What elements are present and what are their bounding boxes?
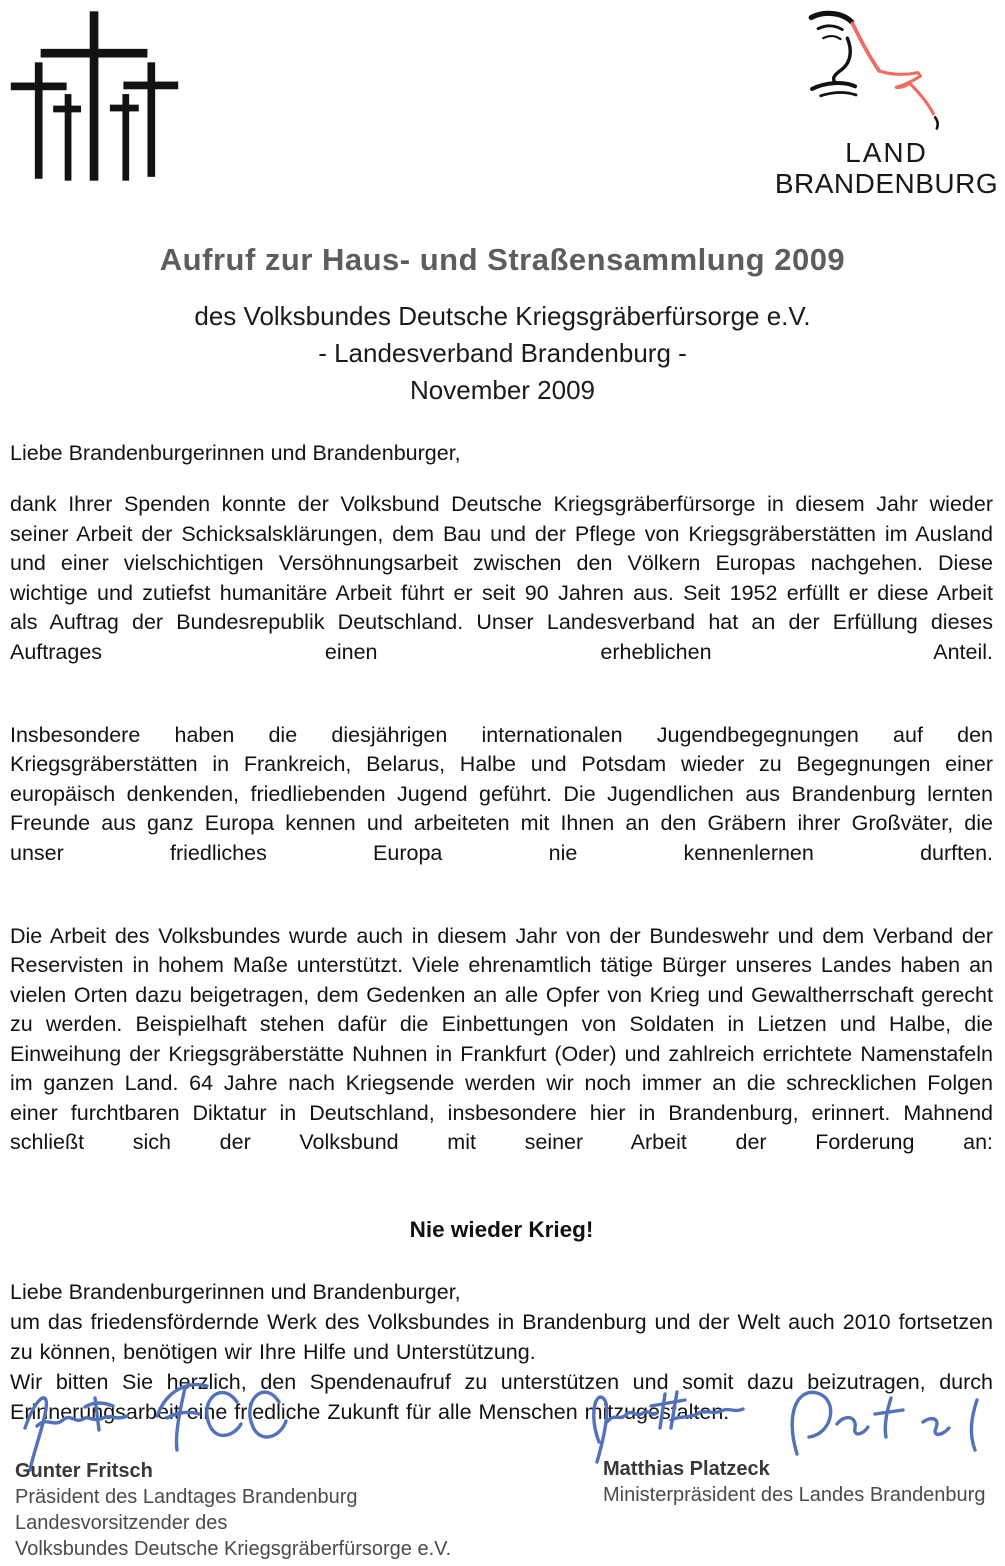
paragraph-3: Die Arbeit des Volksbundes wurde auch in diesem Jahr von der Bundeswehr und dem Verband der Reservisten in hohem Maße unterstützt. Viele ehrenamtlich tätige Bürger unseres Landes haben an vielen Orten dazu beigetragen, dem Gedenken an alle Opfer von Krieg und Gewaltherrschaft gerecht zu werden. Beispielhaft stehen dafür die Einbettungen von Soldaten in Lietzen und Halbe, die Einweihung der Kriegsgräberstätte Nuhnen in Frankfurt (Oder) und zahlreich errichtete Namenstafeln im ganzen Land. 64 Jahre nach Kriegsende werden wir noch immer an die schrecklichen Folgen einer furchtbaren Diktatur in Deutschland, insbesondere hier in Brandenburg, erinnert. Mahnend schließt sich der Volksbund mit seiner Arbeit der Forderung an: [10,923,993,1154]
signature-area [0,1376,1005,1566]
closing-line-2: Wir bitten Sie herzlich, den Spendenaufruf zu unterstützen und somit dazu beizutragen, durch Erinnerungsarbeit eine friedliche Zukunft für alle Menschen mitzugestalten. [10,1370,993,1424]
letter-title: Aufruf zur Haus- und Straßensammlung 2009 [159,242,846,277]
subtitle-organization: des Volksbundes Deutsche Kriegsgräberfürsorge e.V. [194,301,811,331]
closing-salutation: Liebe Brandenburgerinnen und Brandenburger, [10,1280,461,1304]
brandenburg-logo-line2: BRANDENBURG [774,168,999,199]
subtitle-date: November 2009 [410,375,595,405]
platzeck-signature-icon [585,1376,990,1468]
paragraph-2: Insbesondere haben die diesjährigen internationalen Jugendbegegnungen auf den Kriegsgräberstätten in Frankreich, Belarus, Halbe und Potsdam wieder zu Begegnungen einer europäisch denkenden, friedliebenden Jugend geführt. Die Jugendlichen aus Brandenburg lernten Freunde aus ganz Europa kennen und arbeiteten mit Ihnen an den Gräbern ihrer Großväter, die unser friedliches Europa nie kennenlernen durften. [10,722,993,865]
signer-left-role-1: Präsident des Landtages Brandenburg [15,1486,358,1508]
salutation: Liebe Brandenburgerinnen und Brandenburger, [10,441,461,465]
signer-left-details [15,1458,575,1562]
signer-left-role-3: Volksbundes Deutsche Kriegsgräberfürsorge e.V. [15,1538,452,1560]
letter-body [0,441,1005,1427]
signature-block-right [585,1376,995,1508]
slogan: Nie wieder Krieg! [409,1217,594,1242]
brandenburg-logo-line1: LAND [845,137,928,168]
signer-right-details [603,1456,995,1508]
closing-line-1: um das friedensfördernde Werk des Volksbundes in Brandenburg und der Welt auch 2010 fortsetzen zu können, benötigen wir Ihre Hilfe und Unterstützung. [10,1310,993,1364]
letterhead [0,0,1005,199]
signer-left-role-2: Landesvorsitzender des [15,1512,228,1534]
signature-block-left [15,1376,575,1562]
brandenburg-logo [770,2,1003,200]
brandenburg-eagle-icon [794,2,979,138]
paragraph-1: dank Ihrer Spenden konnte der Volksbund Deutsche Kriegsgräberfürsorge in diesem Jahr wieder seiner Arbeit der Schicksalsklärungen, dem Bau und der Pflege von Kriegsgräberstätten im Ausland und einer vielschichtigen Versöhnungsarbeit zwischen den Völkern Europas nachgehen. Diese wichtige und zutiefst humanitäre Arbeit führt er seit 90 Jahren aus. Seit 1952 erfüllt er diese Arbeit als Auftrag der Bundesrepublik Deutschland. Unser Landesverband hat an der Erfüllung dieses Auftrages einen erheblichen Anteil. [10,492,993,664]
letter-subtitle [0,298,1005,409]
subtitle-association: - Landesverband Brandenburg - [318,338,687,368]
volksbund-crosses-icon [6,5,184,187]
signer-right-name: Matthias Platzeck [603,1458,770,1480]
signer-left-name: Gunter Fritsch [15,1460,153,1482]
signer-right-role-1: Ministerpräsident des Landes Brandenburg [603,1484,986,1506]
